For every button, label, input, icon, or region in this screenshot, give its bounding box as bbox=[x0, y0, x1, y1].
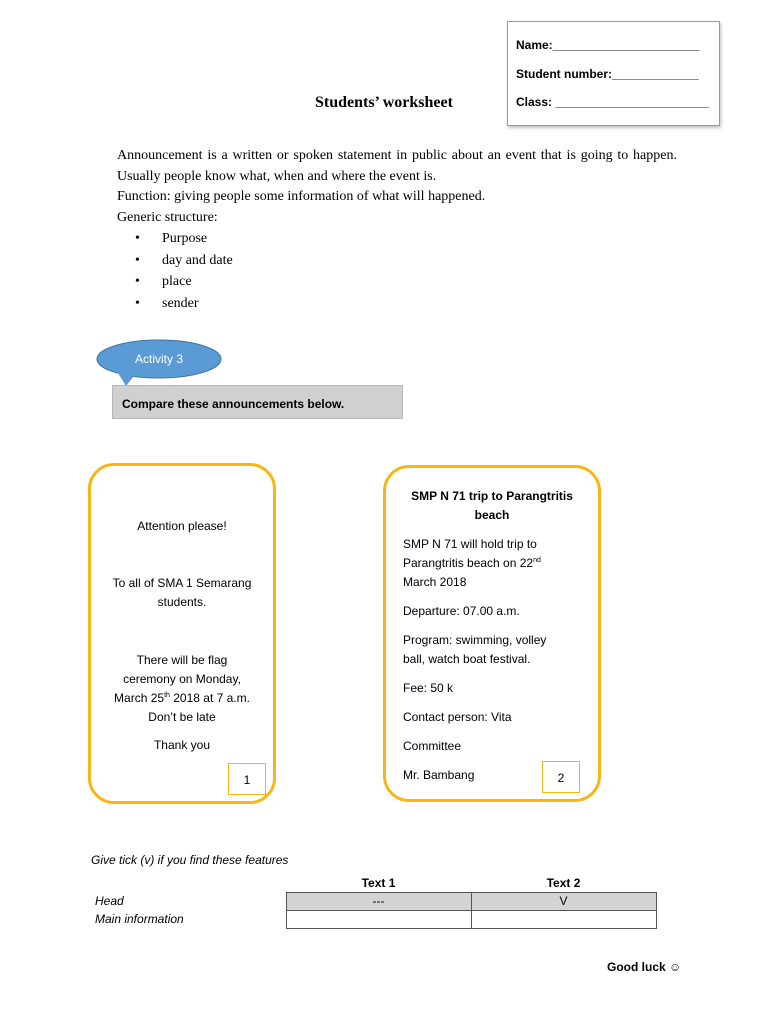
answer-cell[interactable] bbox=[286, 910, 471, 928]
text-number-badge: 1 bbox=[228, 763, 266, 795]
student-number-field[interactable]: Student number:_____________ bbox=[516, 67, 699, 81]
activity-label: Activity 3 bbox=[134, 352, 183, 366]
intro-section bbox=[117, 146, 677, 314]
body-line-3: March 25th 2018 at 7 a.m. bbox=[114, 691, 250, 705]
list-item: • day and date bbox=[117, 250, 677, 272]
row-label: Main information bbox=[95, 912, 184, 926]
announcement-title-line-2: beach bbox=[474, 508, 510, 522]
body-line-4: Don’t be late bbox=[148, 710, 216, 724]
committee-line: Committee bbox=[403, 739, 462, 753]
body-line-2: Parangtritis beach on 22nd bbox=[403, 556, 541, 570]
worksheet-title-text: Students’ worksheet bbox=[315, 94, 453, 111]
program-line-1: Program: swimming, volley bbox=[403, 633, 547, 647]
sender-line: Mr. Bambang bbox=[403, 768, 475, 782]
announcement-title-line-1: SMP N 71 trip to Parangtritis bbox=[411, 489, 573, 503]
program-line-2: ball, watch boat festival. bbox=[403, 652, 531, 666]
class-field[interactable]: Class: _______________________ bbox=[516, 95, 709, 109]
row-label: Head bbox=[95, 894, 124, 908]
list-item: • place bbox=[117, 271, 677, 293]
thanks-line: Thank you bbox=[153, 738, 211, 752]
table-row bbox=[90, 910, 656, 928]
list-item: • sender bbox=[117, 293, 677, 315]
column-header-text-2: Text 2 bbox=[546, 875, 581, 890]
compare-instruction: Compare these announcements below. bbox=[112, 385, 403, 419]
departure-line: Departure: 07.00 a.m. bbox=[403, 604, 520, 618]
function-line: Function: giving people some information of what will happened. bbox=[117, 189, 486, 204]
list-item: • Purpose bbox=[117, 228, 677, 250]
structure-list bbox=[117, 228, 677, 314]
answer-cell[interactable]: V bbox=[471, 892, 656, 910]
worksheet-title bbox=[0, 94, 768, 112]
text-number-badge: 2 bbox=[542, 761, 580, 793]
tick-instruction: Give tick (v) if you find these features bbox=[91, 853, 289, 867]
attention-line: Attention please! bbox=[137, 519, 227, 533]
announcement-card-1 bbox=[88, 463, 276, 804]
body-line-1: There will be flag bbox=[136, 653, 228, 667]
definition-paragraph: Announcement is a written or spoken statement in public about an event that is going to happen. Usually people know what, when and where the event is. bbox=[117, 148, 677, 184]
activity-callout bbox=[96, 340, 222, 380]
closing-note: Good luck ☺ bbox=[607, 960, 682, 974]
recipient-line-1: To all of SMA 1 Semarang bbox=[112, 576, 252, 590]
table-header-row bbox=[90, 874, 656, 892]
recipient-line-2: students. bbox=[157, 595, 207, 609]
announcement-card-2 bbox=[383, 465, 601, 802]
table-row bbox=[90, 892, 656, 910]
column-header-text-1: Text 1 bbox=[361, 875, 396, 890]
answer-cell[interactable] bbox=[471, 910, 656, 928]
name-field[interactable]: Name:______________________ bbox=[516, 38, 700, 52]
answer-cell[interactable]: --- bbox=[286, 892, 471, 910]
generic-structure-label: Generic structure: bbox=[117, 209, 218, 225]
contact-line: Contact person: Vita bbox=[403, 710, 512, 724]
body-line-1: SMP N 71 will hold trip to bbox=[403, 537, 537, 551]
features-table bbox=[90, 874, 657, 929]
fee-line: Fee: 50 k bbox=[403, 681, 454, 695]
body-line-3: March 2018 bbox=[403, 575, 467, 589]
body-line-2: ceremony on Monday, bbox=[123, 672, 241, 686]
